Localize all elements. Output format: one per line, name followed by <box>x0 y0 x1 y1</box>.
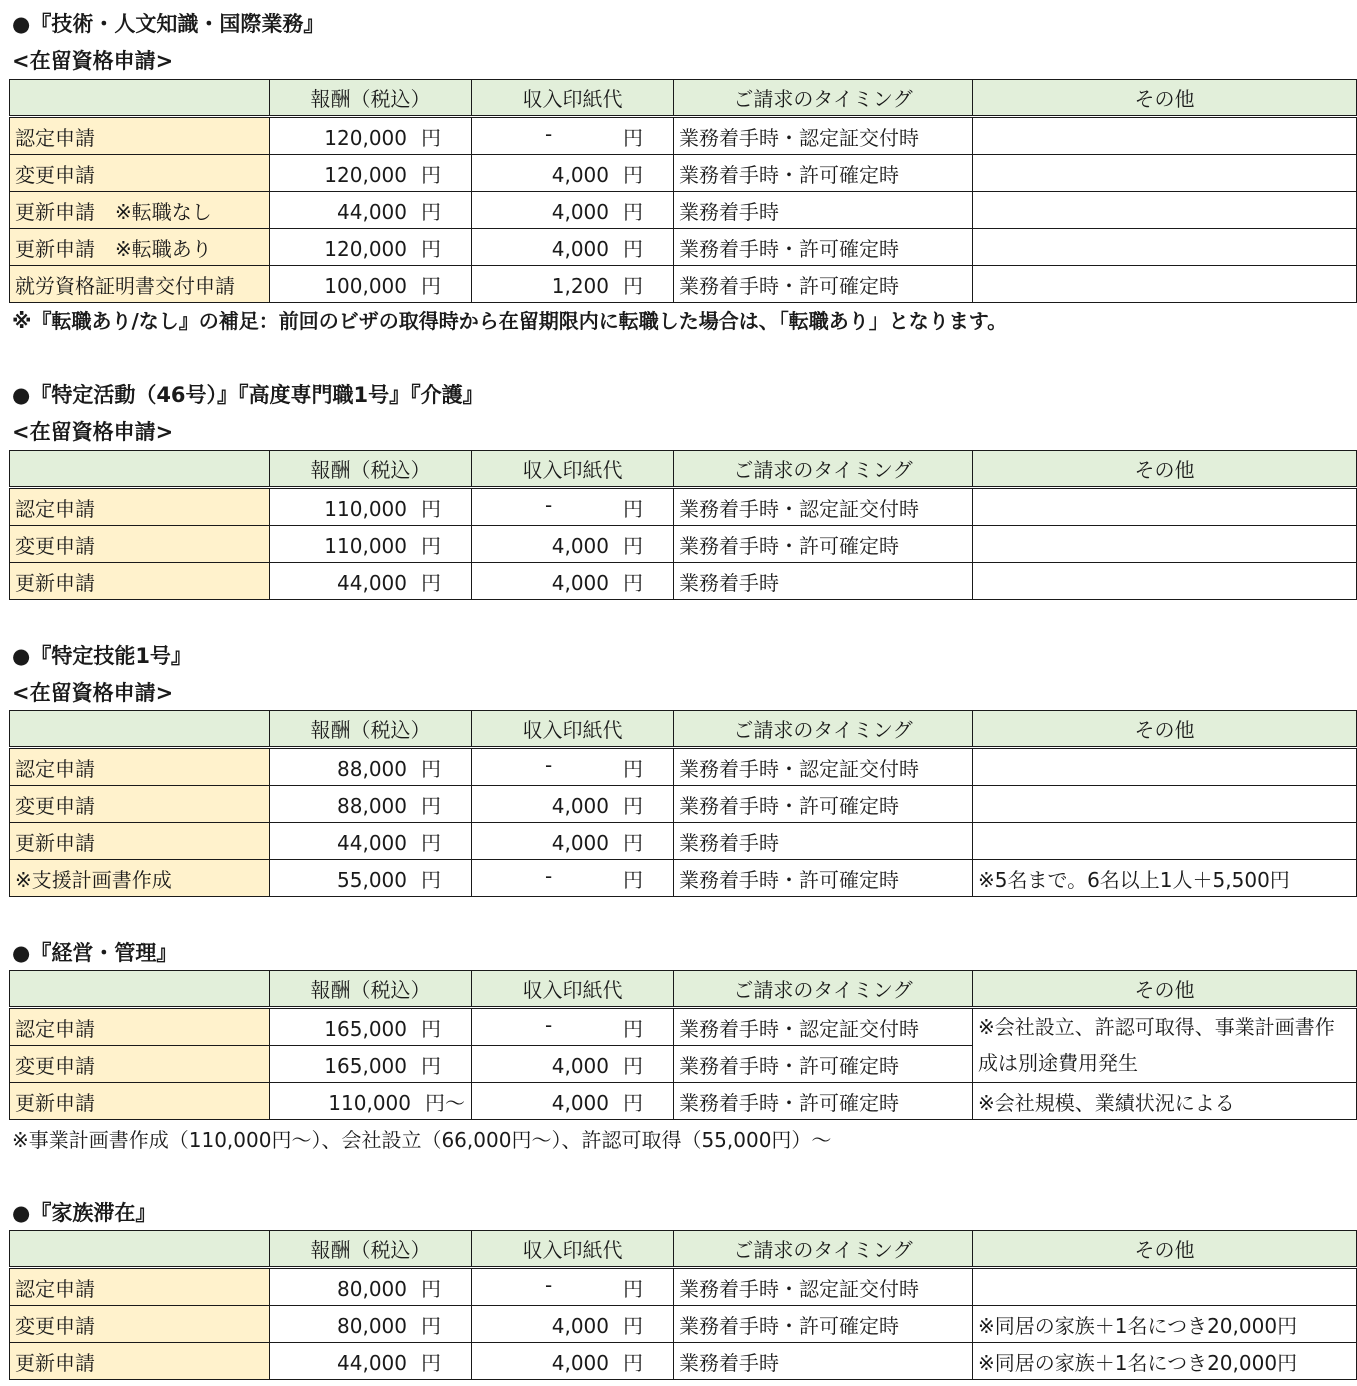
fee-cell <box>270 860 472 897</box>
timing-cell: 業務着手時・認定証交付時 <box>674 748 973 786</box>
table-row <box>10 1268 1357 1306</box>
stamp-value: - <box>545 1272 553 1297</box>
row-label: 認定申請 <box>10 117 270 155</box>
fee-unit: 円 <box>421 756 441 781</box>
fee-value: 110,000 <box>324 533 407 558</box>
table-header-row <box>10 1231 1357 1268</box>
row-label: 変更申請 <box>10 1046 270 1083</box>
fee-cell <box>270 786 472 823</box>
stamp-cell <box>472 1046 674 1083</box>
stamp-value: 4,000 <box>551 830 609 855</box>
table-header-row <box>10 80 1357 117</box>
fee-value: 44,000 <box>337 199 407 224</box>
other-cell <box>973 748 1357 786</box>
stamp-cell <box>472 155 674 192</box>
stamp-unit: 円 <box>623 793 643 818</box>
row-label: 更新申請 <box>10 1083 270 1120</box>
stamp-unit: 円 <box>623 1350 643 1375</box>
other-cell <box>973 229 1357 266</box>
stamp-unit: 円 <box>623 496 643 521</box>
stamp-unit: 円 <box>623 830 643 855</box>
stamp-unit: 円 <box>623 1090 643 1115</box>
header-blank <box>10 711 270 748</box>
other-cell <box>973 823 1357 860</box>
stamp-cell <box>472 823 674 860</box>
fee-unit: 円 <box>421 1276 441 1301</box>
fee-value: 88,000 <box>337 756 407 781</box>
timing-cell: 業務着手時 <box>674 1343 973 1380</box>
fee-cell <box>270 1008 472 1046</box>
stamp-cell <box>472 117 674 155</box>
stamp-value: - <box>545 1012 553 1037</box>
fee-cell <box>270 823 472 860</box>
stamp-unit: 円 <box>623 570 643 595</box>
stamp-unit: 円 <box>623 1313 643 1338</box>
stamp-unit: 円 <box>623 867 643 892</box>
table-row <box>10 563 1357 600</box>
timing-cell: 業務着手時 <box>674 563 973 600</box>
fee-table <box>9 1230 1357 1380</box>
fee-value: 165,000 <box>324 1053 407 1078</box>
table-row <box>10 192 1357 229</box>
row-label: 認定申請 <box>10 1008 270 1046</box>
stamp-value: 1,200 <box>551 273 609 298</box>
row-label: 認定申請 <box>10 1268 270 1306</box>
fee-value: 55,000 <box>337 867 407 892</box>
row-label: 変更申請 <box>10 1306 270 1343</box>
timing-cell: 業務着手時・認定証交付時 <box>674 488 973 526</box>
fee-value: 110,000 <box>328 1090 411 1115</box>
header-fee: 報酬（税込） <box>270 971 472 1008</box>
row-label: 更新申請 <box>10 563 270 600</box>
stamp-value: - <box>545 863 553 888</box>
timing-cell: 業務着手時・許可確定時 <box>674 229 973 266</box>
header-stamp: 収入印紙代 <box>472 80 674 117</box>
stamp-unit: 円 <box>623 1276 643 1301</box>
timing-cell: 業務着手時・認定証交付時 <box>674 1008 973 1046</box>
stamp-value: 4,000 <box>551 162 609 187</box>
stamp-cell <box>472 229 674 266</box>
fee-cell <box>270 117 472 155</box>
header-blank <box>10 451 270 488</box>
timing-cell: 業務着手時・認定証交付時 <box>674 1268 973 1306</box>
other-cell: ※同居の家族＋1名につき20,000円 <box>973 1343 1357 1380</box>
header-blank <box>10 80 270 117</box>
stamp-cell <box>472 488 674 526</box>
other-cell: ※会社規模、業績状況による <box>973 1083 1357 1120</box>
stamp-cell <box>472 563 674 600</box>
stamp-value: - <box>545 492 553 517</box>
timing-cell: 業務着手時・認定証交付時 <box>674 117 973 155</box>
table-row <box>10 860 1357 897</box>
fee-unit: 円 <box>421 199 441 224</box>
fee-unit: 円 <box>421 570 441 595</box>
fee-value: 165,000 <box>324 1016 407 1041</box>
fee-unit: 円 <box>421 162 441 187</box>
fee-cell <box>270 1343 472 1380</box>
timing-cell: 業務着手時 <box>674 823 973 860</box>
fee-table <box>9 970 1357 1120</box>
fee-value: 120,000 <box>324 236 407 261</box>
fee-unit: 円 <box>421 867 441 892</box>
header-other: その他 <box>973 451 1357 488</box>
fee-cell <box>270 1083 472 1120</box>
other-cell <box>973 1268 1357 1306</box>
stamp-value: 4,000 <box>551 793 609 818</box>
row-label: 認定申請 <box>10 488 270 526</box>
fee-cell <box>270 526 472 563</box>
section-title: ●『家族滞在』 <box>12 1201 157 1225</box>
stamp-value: 4,000 <box>551 199 609 224</box>
section-title: ●『特定活動（46号）』『高度専門職1号』『介護』 <box>12 383 484 407</box>
section-note: ※事業計画書作成（110,000円～）、会社設立（66,000円～）、許認可取得（55,000円）～ <box>12 1128 832 1152</box>
stamp-value: - <box>545 752 553 777</box>
section-subtitle: <在留資格申請> <box>12 49 174 73</box>
fee-cell <box>270 1268 472 1306</box>
table-row <box>10 155 1357 192</box>
header-fee: 報酬（税込） <box>270 1231 472 1268</box>
stamp-unit: 円 <box>623 199 643 224</box>
stamp-value: 4,000 <box>551 1053 609 1078</box>
stamp-cell <box>472 748 674 786</box>
table-row <box>10 1306 1357 1343</box>
stamp-unit: 円 <box>623 533 643 558</box>
stamp-value: - <box>545 121 553 146</box>
timing-cell: 業務着手時・許可確定時 <box>674 860 973 897</box>
other-cell <box>973 488 1357 526</box>
table-header-row <box>10 711 1357 748</box>
timing-cell: 業務着手時・許可確定時 <box>674 526 973 563</box>
other-cell <box>973 192 1357 229</box>
table-row <box>10 117 1357 155</box>
header-timing: ご請求のタイミング <box>674 971 973 1008</box>
fee-unit: 円 <box>421 125 441 150</box>
stamp-cell <box>472 1306 674 1343</box>
header-timing: ご請求のタイミング <box>674 1231 973 1268</box>
table-row <box>10 1343 1357 1380</box>
row-label: ※支援計画書作成 <box>10 860 270 897</box>
stamp-unit: 円 <box>623 273 643 298</box>
table-row <box>10 488 1357 526</box>
row-label: 変更申請 <box>10 526 270 563</box>
table-row <box>10 266 1357 303</box>
section-note: ※『転職あり/なし』の補足：前回のビザの取得時から在留期限内に転職した場合は、「転職あり」となります。 <box>12 309 1008 333</box>
stamp-unit: 円 <box>623 125 643 150</box>
section-subtitle: <在留資格申請> <box>12 681 174 705</box>
other-cell <box>973 155 1357 192</box>
fee-unit: 円 <box>421 236 441 261</box>
stamp-value: 4,000 <box>551 1313 609 1338</box>
row-label: 更新申請 ※転職なし <box>10 192 270 229</box>
timing-cell: 業務着手時・許可確定時 <box>674 1306 973 1343</box>
header-other: その他 <box>973 80 1357 117</box>
header-blank <box>10 971 270 1008</box>
stamp-cell <box>472 266 674 303</box>
other-cell: ※5名まで。6名以上1人＋5,500円 <box>973 860 1357 897</box>
stamp-value: 4,000 <box>551 236 609 261</box>
section-title: ●『技術・人文知識・国際業務』 <box>12 12 325 36</box>
timing-cell: 業務着手時・許可確定時 <box>674 786 973 823</box>
stamp-cell <box>472 860 674 897</box>
section-title: ●『経営・管理』 <box>12 941 178 965</box>
stamp-unit: 円 <box>623 1016 643 1041</box>
stamp-unit: 円 <box>623 756 643 781</box>
header-fee: 報酬（税込） <box>270 80 472 117</box>
fee-unit: 円 <box>421 1016 441 1041</box>
timing-cell: 業務着手時・許可確定時 <box>674 1046 973 1083</box>
header-fee: 報酬（税込） <box>270 711 472 748</box>
fee-cell <box>270 229 472 266</box>
section-subtitle: <在留資格申請> <box>12 420 174 444</box>
other-cell <box>973 786 1357 823</box>
fee-cell <box>270 192 472 229</box>
timing-cell: 業務着手時 <box>674 192 973 229</box>
fee-unit: 円 <box>421 1350 441 1375</box>
fee-value: 100,000 <box>324 273 407 298</box>
header-timing: ご請求のタイミング <box>674 451 973 488</box>
table-header-row <box>10 971 1357 1008</box>
row-label: 更新申請 <box>10 1343 270 1380</box>
table-row <box>10 823 1357 860</box>
fee-unit: 円 <box>421 1313 441 1338</box>
fee-value: 44,000 <box>337 830 407 855</box>
header-other: その他 <box>973 711 1357 748</box>
fee-table <box>9 450 1357 600</box>
header-timing: ご請求のタイミング <box>674 80 973 117</box>
fee-unit: 円～ <box>425 1090 465 1115</box>
header-stamp: 収入印紙代 <box>472 711 674 748</box>
fee-cell <box>270 748 472 786</box>
header-other: その他 <box>973 971 1357 1008</box>
fee-table <box>9 710 1357 897</box>
stamp-value: 4,000 <box>551 1090 609 1115</box>
header-stamp: 収入印紙代 <box>472 1231 674 1268</box>
row-label: 変更申請 <box>10 786 270 823</box>
other-cell-merged: ※会社設立、許認可取得、事業計画書作成は別途費用発生 <box>973 1008 1357 1083</box>
fee-value: 120,000 <box>324 162 407 187</box>
fee-unit: 円 <box>421 273 441 298</box>
table-row <box>10 526 1357 563</box>
row-label: 更新申請 <box>10 823 270 860</box>
fee-cell <box>270 1046 472 1083</box>
other-cell <box>973 266 1357 303</box>
stamp-cell <box>472 1083 674 1120</box>
fee-value: 44,000 <box>337 570 407 595</box>
stamp-cell <box>472 1343 674 1380</box>
table-row <box>10 1008 1357 1046</box>
stamp-cell <box>472 786 674 823</box>
fee-cell <box>270 488 472 526</box>
header-other: その他 <box>973 1231 1357 1268</box>
fee-unit: 円 <box>421 830 441 855</box>
stamp-cell <box>472 1008 674 1046</box>
other-cell: ※同居の家族＋1名につき20,000円 <box>973 1306 1357 1343</box>
fee-value: 110,000 <box>324 496 407 521</box>
table-row <box>10 1083 1357 1120</box>
row-label: 変更申請 <box>10 155 270 192</box>
table-row <box>10 786 1357 823</box>
stamp-unit: 円 <box>623 236 643 261</box>
fee-value: 80,000 <box>337 1313 407 1338</box>
stamp-value: 4,000 <box>551 1350 609 1375</box>
section-title: ●『特定技能1号』 <box>12 644 192 668</box>
fee-value: 80,000 <box>337 1276 407 1301</box>
timing-cell: 業務着手時・許可確定時 <box>674 155 973 192</box>
header-blank <box>10 1231 270 1268</box>
other-cell <box>973 117 1357 155</box>
timing-cell: 業務着手時・許可確定時 <box>674 1083 973 1120</box>
other-cell <box>973 526 1357 563</box>
table-header-row <box>10 451 1357 488</box>
fee-unit: 円 <box>421 533 441 558</box>
stamp-value: 4,000 <box>551 533 609 558</box>
fee-unit: 円 <box>421 496 441 521</box>
header-stamp: 収入印紙代 <box>472 451 674 488</box>
other-cell <box>973 563 1357 600</box>
header-fee: 報酬（税込） <box>270 451 472 488</box>
stamp-cell <box>472 526 674 563</box>
fee-cell <box>270 563 472 600</box>
fee-cell <box>270 266 472 303</box>
stamp-cell <box>472 1268 674 1306</box>
fee-value: 120,000 <box>324 125 407 150</box>
fee-table <box>9 79 1357 303</box>
stamp-unit: 円 <box>623 1053 643 1078</box>
row-label: 更新申請 ※転職あり <box>10 229 270 266</box>
table-row <box>10 748 1357 786</box>
fee-unit: 円 <box>421 1053 441 1078</box>
stamp-cell <box>472 192 674 229</box>
fee-value: 88,000 <box>337 793 407 818</box>
fee-cell <box>270 155 472 192</box>
fee-unit: 円 <box>421 793 441 818</box>
header-stamp: 収入印紙代 <box>472 971 674 1008</box>
timing-cell: 業務着手時・許可確定時 <box>674 266 973 303</box>
fee-value: 44,000 <box>337 1350 407 1375</box>
row-label: 就労資格証明書交付申請 <box>10 266 270 303</box>
stamp-unit: 円 <box>623 162 643 187</box>
fee-cell <box>270 1306 472 1343</box>
header-timing: ご請求のタイミング <box>674 711 973 748</box>
table-row <box>10 229 1357 266</box>
stamp-value: 4,000 <box>551 570 609 595</box>
row-label: 認定申請 <box>10 748 270 786</box>
